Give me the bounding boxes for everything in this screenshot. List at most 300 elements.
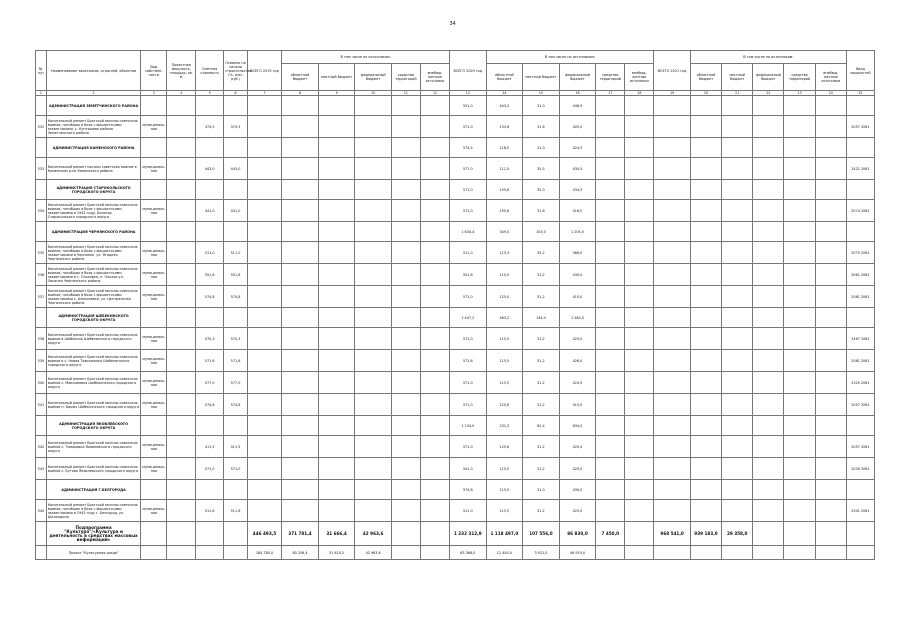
table-cell <box>753 242 784 264</box>
table-cell <box>224 480 248 500</box>
table-cell: 541 <box>36 394 47 416</box>
table-cell <box>420 286 449 308</box>
table-cell <box>391 350 420 372</box>
table-cell <box>167 546 196 560</box>
table-cell <box>815 522 846 546</box>
table-cell <box>722 546 753 560</box>
table-cell <box>141 180 167 200</box>
table-cell: 31,2 <box>523 458 560 480</box>
table-cell: 2325 2061 <box>846 372 874 394</box>
table-cell <box>224 308 248 328</box>
table-cell: 133,6 <box>486 116 523 138</box>
table-cell: 539 <box>36 350 47 372</box>
table-cell <box>391 480 420 500</box>
table-cell: 31,0 <box>523 96 560 116</box>
table-cell: 125,0 <box>486 286 523 308</box>
table-cell <box>784 180 815 200</box>
header-cell: ВСЕГО 2020 год <box>450 51 487 91</box>
table-cell: 571,0 <box>450 328 487 350</box>
table-cell: Капитальный ремонт Братской могилы советских воинов, погибших в боях с фашистскими захватчиками в г. Ольховка, п. Ольхов ул. Овсяная Чернянского района <box>46 264 141 286</box>
table-cell: 115,5 <box>486 372 523 394</box>
table-cell <box>420 458 449 480</box>
table-cell <box>722 500 753 522</box>
table-cell <box>391 222 420 242</box>
table-cell <box>753 522 784 546</box>
table-cell: 2039 2061 <box>846 458 874 480</box>
table-cell <box>784 458 815 480</box>
table-cell: 115,5 <box>486 500 523 522</box>
table-cell <box>596 200 625 222</box>
table-row <box>36 458 875 480</box>
table-cell: 24 <box>815 91 846 96</box>
table-cell <box>167 522 196 546</box>
table-cell: муниципаль-ная <box>141 158 167 180</box>
table-cell <box>690 264 721 286</box>
table-cell <box>625 96 654 116</box>
table-cell <box>420 158 449 180</box>
table-cell <box>753 158 784 180</box>
table-cell: 571,6 <box>224 350 248 372</box>
table-cell: муниципаль-ная <box>141 200 167 222</box>
table-cell: 6 <box>224 91 248 96</box>
table-cell <box>654 180 691 200</box>
table-cell <box>224 222 248 242</box>
table-cell <box>784 96 815 116</box>
table-cell: Капитальный ремонт Братской могилы советских воинов с. Максимовка Шебекинского городского округа <box>46 372 141 394</box>
table-cell <box>318 222 355 242</box>
table-cell <box>815 264 846 286</box>
table-cell <box>420 546 449 560</box>
table-cell <box>753 180 784 200</box>
table-cell: 115,5 <box>486 480 523 500</box>
table-cell: 62,4 <box>523 416 560 436</box>
header-row <box>36 51 875 64</box>
table-cell <box>196 138 224 158</box>
table-cell: 31,2 <box>523 500 560 522</box>
header-cell: средства территорий <box>596 64 625 91</box>
table-cell <box>247 138 281 158</box>
table-cell <box>625 458 654 480</box>
table-cell <box>391 500 420 522</box>
table-cell <box>224 138 248 158</box>
header-cell: местный бюджет <box>722 64 753 91</box>
table-cell <box>167 180 196 200</box>
table-cell <box>282 458 319 480</box>
table-cell <box>420 96 449 116</box>
table-cell <box>690 372 721 394</box>
table-cell: 115,5 <box>486 350 523 372</box>
table-cell: 420,0 <box>559 436 596 458</box>
table-cell: АДМИНИСТРАЦИЯ ЯКОВЛЕВСКОГО ГОРОДСКОГО ОКРУГА <box>46 416 141 436</box>
section-row <box>36 138 875 158</box>
table-cell: 155,6 <box>486 180 523 200</box>
table-cell: 571,0 <box>450 180 487 200</box>
table-cell: 31,2 <box>523 350 560 372</box>
table-cell: 405,0 <box>559 116 596 138</box>
table-cell <box>391 264 420 286</box>
table-cell: 1 232 312,9 <box>450 522 487 546</box>
table-cell: 511,6 <box>224 500 248 522</box>
header-cell: ВСЕГО 2021 год <box>654 51 691 91</box>
table-cell: муниципаль-ная <box>141 458 167 480</box>
header-cell: областной бюджет <box>690 64 721 91</box>
table-cell <box>753 286 784 308</box>
table-cell: 1 205,0 <box>559 222 596 242</box>
table-cell <box>167 416 196 436</box>
table-cell <box>815 222 846 242</box>
table-cell: 541,0 <box>450 458 487 480</box>
table-cell <box>167 394 196 416</box>
table-cell <box>722 158 753 180</box>
table-row <box>36 394 875 416</box>
table-cell <box>753 264 784 286</box>
table-cell: 20 <box>690 91 721 96</box>
table-cell <box>722 372 753 394</box>
table-cell: 2075 2061 <box>846 242 874 264</box>
table-cell: 22 <box>753 91 784 96</box>
table-cell <box>247 264 281 286</box>
table-cell: 551,0 <box>450 96 487 116</box>
table-cell <box>654 222 691 242</box>
table-cell <box>282 222 319 242</box>
table-cell <box>391 458 420 480</box>
table-cell: 443,0 <box>196 158 224 180</box>
table-cell: АДМИНИСТРАЦИЯ Г.БЕЛГОРОДА <box>46 480 141 500</box>
table-cell <box>596 416 625 436</box>
table-cell: 125,6 <box>486 436 523 458</box>
table-cell: 2057 2061 <box>846 394 874 416</box>
table-cell <box>247 436 281 458</box>
table-cell: 103,0 <box>523 222 560 242</box>
table-cell <box>753 350 784 372</box>
table-cell: 538 <box>36 328 47 350</box>
table-row <box>36 436 875 458</box>
table-cell: 535 <box>36 242 47 264</box>
table-cell: 14 <box>486 91 523 96</box>
table-cell: 2 <box>46 91 141 96</box>
table-cell <box>247 200 281 222</box>
section-row <box>36 180 875 200</box>
table-cell <box>141 138 167 158</box>
header-cell: Проектная мощность, площадь, кв. м <box>167 51 196 91</box>
table-cell: Капитальный ремонт Братской могилы советских воинов, погибших в боях с фашистскими захватчиками с. Алексеевка, ул. Центральная Чернянского района <box>46 286 141 308</box>
table-cell: 551,6 <box>224 264 248 286</box>
table-cell <box>654 286 691 308</box>
table-cell: Капитальный ремонт Братской могилы советских воинов в с. Новая Таволжанка Шебекинского городского округа <box>46 350 141 372</box>
table-cell: 35,5 <box>523 158 560 180</box>
table-cell <box>167 242 196 264</box>
table-cell <box>318 416 355 436</box>
table-cell <box>625 500 654 522</box>
header-cell: № п/п <box>36 51 47 91</box>
table-cell: 425,0 <box>559 500 596 522</box>
table-cell <box>753 96 784 116</box>
table-cell <box>596 328 625 350</box>
table-cell: 115,3 <box>486 242 523 264</box>
table-cell: 551,6 <box>450 264 487 286</box>
table-cell <box>596 264 625 286</box>
table-cell <box>36 96 47 116</box>
table-cell <box>625 372 654 394</box>
table-cell: Проект "Культурная среда" <box>46 546 141 560</box>
table-cell: 9 <box>318 91 355 96</box>
table-cell <box>391 96 420 116</box>
table-cell <box>247 350 281 372</box>
header-cell: средства территорий <box>391 64 420 91</box>
table-cell <box>753 372 784 394</box>
table-cell <box>391 242 420 264</box>
table-cell <box>167 138 196 158</box>
table-cell <box>247 458 281 480</box>
table-cell: 25 <box>846 91 874 96</box>
table-cell <box>247 500 281 522</box>
table-cell: 13 <box>450 91 487 96</box>
table-cell <box>815 158 846 180</box>
table-cell: 31,6 <box>523 200 560 222</box>
table-cell <box>654 546 691 560</box>
table-cell <box>753 328 784 350</box>
table-cell <box>815 500 846 522</box>
table-cell: 939 183,0 <box>690 522 721 546</box>
table-cell <box>420 436 449 458</box>
header-cell: Наименование заказчиков, отраслей, объектов <box>46 51 141 91</box>
table-cell <box>625 522 654 546</box>
table-cell <box>391 436 420 458</box>
table-cell <box>36 416 47 436</box>
table-cell <box>753 500 784 522</box>
table-cell <box>784 394 815 416</box>
table-cell: муниципаль-ная <box>141 394 167 416</box>
table-cell: 231,3 <box>486 416 523 436</box>
table-cell <box>196 522 224 546</box>
table-cell: 571,6 <box>450 350 487 372</box>
table-cell: 411,5 <box>196 436 224 458</box>
table-cell <box>690 242 721 264</box>
section-row <box>36 480 875 500</box>
table-cell: 571,6 <box>196 350 224 372</box>
table-cell: 35,2 <box>523 242 560 264</box>
table-cell: Капитальный ремонт Братской могилы советских воинов с. Томаровка Яковлевского городского округа <box>46 436 141 458</box>
table-cell: 415,0 <box>559 286 596 308</box>
table-cell: 155,6 <box>486 200 523 222</box>
table-cell <box>690 158 721 180</box>
table-cell: 374,5 <box>224 116 248 138</box>
table-cell <box>355 436 392 458</box>
table-cell <box>141 96 167 116</box>
table-cell <box>654 264 691 286</box>
table-cell <box>420 350 449 372</box>
table-cell <box>722 308 753 328</box>
table-cell: 2061 2061 <box>846 350 874 372</box>
table-cell: 42 963,6 <box>355 546 392 560</box>
table-cell <box>36 180 47 200</box>
table-cell <box>784 350 815 372</box>
table-cell: 80 256,4 <box>282 546 319 560</box>
table-cell: 411,5 <box>224 436 248 458</box>
table-cell <box>722 96 753 116</box>
table-cell <box>318 138 355 158</box>
table-cell <box>784 138 815 158</box>
table-cell <box>167 328 196 350</box>
table-cell <box>784 264 815 286</box>
table-cell <box>654 458 691 480</box>
table-cell <box>625 180 654 200</box>
table-cell: Капитальный ремонт Братской могилы советских воинов с. Бутово Яковлевского городского округа <box>46 458 141 480</box>
table-cell: 571,0 <box>450 436 487 458</box>
table-cell: 3 <box>141 91 167 96</box>
table-cell: 532 <box>36 116 47 138</box>
table-cell <box>654 500 691 522</box>
header-cell: местный бюджет <box>318 64 355 91</box>
table-cell: 42 963,6 <box>355 522 392 546</box>
header-group: В том числе по источникам: <box>690 51 846 64</box>
table-cell: муниципаль-ная <box>141 116 167 138</box>
table-cell <box>654 372 691 394</box>
table-cell <box>753 458 784 480</box>
table-cell <box>196 96 224 116</box>
table-cell <box>391 416 420 436</box>
table-cell: 2074 2061 <box>846 200 874 222</box>
table-cell: 2541 2061 <box>846 500 874 522</box>
table-cell <box>224 416 248 436</box>
table-cell: 23 <box>784 91 815 96</box>
table-cell: 2057 2061 <box>846 116 874 138</box>
table-cell <box>625 264 654 286</box>
table-cell <box>318 96 355 116</box>
table-cell <box>596 116 625 138</box>
table-cell <box>167 308 196 328</box>
table-cell <box>690 286 721 308</box>
table-cell: 31,2 <box>523 372 560 394</box>
table-cell <box>355 286 392 308</box>
table-cell <box>753 546 784 560</box>
table-cell <box>753 222 784 242</box>
table-cell <box>36 522 47 546</box>
table-cell <box>690 308 721 328</box>
table-cell: муниципаль-ная <box>141 436 167 458</box>
table-cell <box>391 180 420 200</box>
table-cell: 31,2 <box>523 264 560 286</box>
table-cell <box>282 264 319 286</box>
table-cell: 371 781,4 <box>282 522 319 546</box>
table-cell: 574,8 <box>196 286 224 308</box>
table-cell: 10 <box>355 91 392 96</box>
table-cell <box>753 480 784 500</box>
table-cell <box>224 180 248 200</box>
table-cell <box>247 242 281 264</box>
table-cell <box>167 372 196 394</box>
table-cell <box>596 350 625 372</box>
header-cell: внебюд-жетные источники <box>420 64 449 91</box>
table-cell <box>318 372 355 394</box>
table-cell: 543 <box>36 458 47 480</box>
table-cell: 574,8 <box>224 394 248 416</box>
header-cell: федеральный бюджет <box>753 64 784 91</box>
table-cell <box>36 480 47 500</box>
table-row <box>36 116 875 138</box>
table-cell <box>625 416 654 436</box>
table-cell <box>625 394 654 416</box>
table-cell <box>690 416 721 436</box>
table-row <box>36 500 875 522</box>
table-cell <box>846 308 874 328</box>
table-cell <box>690 116 721 138</box>
table-cell <box>318 308 355 328</box>
table-row <box>36 350 875 372</box>
table-cell <box>224 96 248 116</box>
table-cell <box>420 394 449 416</box>
table-cell: муниципаль-ная <box>141 350 167 372</box>
header-cell: Сметная стоимость <box>196 51 224 91</box>
table-cell <box>654 200 691 222</box>
table-cell <box>596 96 625 116</box>
table-cell <box>247 96 281 116</box>
table-cell <box>167 458 196 480</box>
section-row <box>36 416 875 436</box>
table-cell <box>247 372 281 394</box>
table-cell <box>282 242 319 264</box>
table-cell: 434,5 <box>559 180 596 200</box>
table-cell: 534 <box>36 200 47 222</box>
header-cell: областной бюджет <box>282 64 319 91</box>
table-cell <box>420 242 449 264</box>
table-cell <box>654 308 691 328</box>
table-cell: 430,0 <box>559 264 596 286</box>
section-row <box>36 222 875 242</box>
table-cell <box>420 308 449 328</box>
table-cell <box>247 416 281 436</box>
table-cell <box>282 500 319 522</box>
table-cell <box>625 242 654 264</box>
table-cell <box>355 158 392 180</box>
table-cell <box>167 222 196 242</box>
header-cell: местный бюджет <box>523 64 560 91</box>
table-cell <box>420 328 449 350</box>
table-cell <box>167 436 196 458</box>
table-cell: 571,0 <box>196 458 224 480</box>
table-cell <box>318 394 355 416</box>
table-cell <box>625 328 654 350</box>
table-row <box>36 286 875 308</box>
table-cell <box>690 180 721 200</box>
table-cell <box>625 158 654 180</box>
table-cell <box>596 286 625 308</box>
table-cell <box>815 458 846 480</box>
table-cell <box>196 180 224 200</box>
table-cell <box>355 416 392 436</box>
table-cell <box>247 286 281 308</box>
table-cell <box>846 180 874 200</box>
table-cell: муниципаль-ная <box>141 328 167 350</box>
table-cell <box>815 308 846 328</box>
table-cell: АДМИНИСТРАЦИЯ ЗЕМЕТЧИНСКОГО РАЙОНА <box>46 96 141 116</box>
table-cell: 115,5 <box>486 458 523 480</box>
table-cell <box>753 138 784 158</box>
table-cell <box>722 116 753 138</box>
table-cell <box>596 308 625 328</box>
table-cell <box>722 394 753 416</box>
table-cell <box>141 480 167 500</box>
table-cell <box>625 116 654 138</box>
table-cell <box>722 180 753 200</box>
table-cell <box>722 286 753 308</box>
table-cell <box>690 328 721 350</box>
table-cell: 1 118 497,0 <box>486 522 523 546</box>
table-cell <box>784 200 815 222</box>
table-cell: 29 358,0 <box>722 522 753 546</box>
table-cell: 3 922,0 <box>523 546 560 560</box>
table-cell: 63 368,0 <box>450 546 487 560</box>
